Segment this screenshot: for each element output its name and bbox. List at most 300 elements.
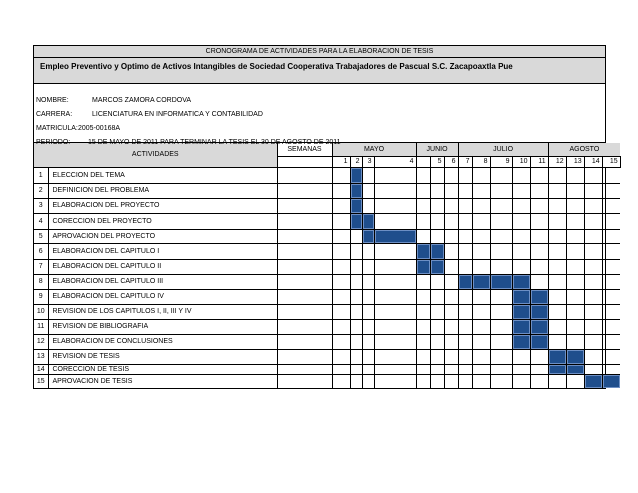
name-value: MARCOS ZAMORA CORDOVA: [92, 97, 192, 104]
schedule-cell: [430, 374, 444, 388]
schedule-bar-cell: [602, 374, 620, 388]
schedule-bar-cell: [458, 274, 472, 289]
schedule-cell: [416, 229, 430, 243]
schedule-cell: [430, 304, 444, 319]
activity-row: [34, 289, 620, 304]
schedule-cell: [444, 167, 458, 183]
schedule-cell: [444, 213, 458, 229]
schedule-cell: [512, 374, 530, 388]
schedule-cell: [416, 364, 430, 374]
schedule-cell: [332, 213, 350, 229]
schedule-bar-cell: [416, 259, 430, 274]
schedule-cell: [602, 364, 620, 374]
schedule-cell: [374, 304, 416, 319]
schedule-cell: [458, 167, 472, 183]
schedule-cell: [416, 374, 430, 388]
schedule-bar-cell: [548, 364, 566, 374]
schedule-cell: [332, 334, 350, 349]
schedule-cell: [602, 259, 620, 274]
schedule-cell: [566, 198, 584, 213]
schedule-cell: [374, 334, 416, 349]
weeks-cell: [277, 289, 332, 304]
schedule-cell: [530, 274, 548, 289]
schedule-bar-cell: [472, 274, 490, 289]
schedule-cell: [350, 274, 362, 289]
schedule-cell: [472, 289, 490, 304]
schedule-cell: [584, 289, 602, 304]
schedule-cell: [430, 334, 444, 349]
week-number: 9: [490, 156, 512, 167]
schedule-bar-cell: [530, 319, 548, 334]
schedule-cell: [566, 319, 584, 334]
schedule-cell: [362, 167, 374, 183]
schedule-cell: [374, 259, 416, 274]
weeks-cell: [277, 334, 332, 349]
schedule-cell: [584, 229, 602, 243]
career-label: CARRERA:: [36, 111, 73, 118]
activity-name: REVISION DE TESIS: [48, 349, 277, 364]
schedule-cell: [350, 259, 362, 274]
activity-number: 8: [34, 274, 48, 289]
schedule-cell: [472, 167, 490, 183]
schedule-bar-cell: [374, 229, 416, 243]
schedule-cell: [490, 364, 512, 374]
schedule-cell: [332, 243, 350, 259]
week-number: 1: [332, 156, 350, 167]
period-label: PERIODO:: [36, 139, 71, 146]
activity-name: ELABORACION DEL CAPITULO II: [48, 259, 277, 274]
schedule-cell: [548, 374, 566, 388]
schedule-cell: [458, 183, 472, 198]
schedule-cell: [530, 364, 548, 374]
schedule-cell: [472, 349, 490, 364]
schedule-cell: [472, 334, 490, 349]
activity-row: [34, 374, 620, 388]
schedule-cell: [584, 243, 602, 259]
schedule-bar-cell: [512, 334, 530, 349]
schedule-cell: [472, 364, 490, 374]
gantt-sheet: [33, 45, 618, 389]
schedule-cell: [374, 364, 416, 374]
schedule-table: [34, 143, 620, 388]
schedule-cell: [530, 374, 548, 388]
schedule-bar-cell: [350, 198, 362, 213]
schedule-cell: [458, 374, 472, 388]
schedule-bar-cell: [362, 213, 374, 229]
schedule-cell: [566, 274, 584, 289]
schedule-cell: [416, 274, 430, 289]
activity-number: 15: [34, 374, 48, 388]
weeks-spacer: [277, 156, 332, 167]
schedule-cell: [416, 167, 430, 183]
schedule-cell: [430, 319, 444, 334]
schedule-cell: [458, 304, 472, 319]
schedule-cell: [362, 364, 374, 374]
week-number: 15: [602, 156, 620, 167]
weeks-cell: [277, 243, 332, 259]
schedule-cell: [602, 198, 620, 213]
schedule-cell: [350, 229, 362, 243]
schedule-cell: [490, 304, 512, 319]
month-header: AGOSTO: [548, 143, 620, 156]
weeks-cell: [277, 349, 332, 364]
activity-number: 13: [34, 349, 48, 364]
schedule-cell: [490, 229, 512, 243]
schedule-bar-cell: [362, 229, 374, 243]
schedule-cell: [548, 183, 566, 198]
weeks-cell: [277, 319, 332, 334]
schedule-cell: [458, 289, 472, 304]
schedule-cell: [530, 349, 548, 364]
schedule-cell: [332, 274, 350, 289]
schedule-cell: [444, 319, 458, 334]
weeks-cell: [277, 374, 332, 388]
schedule-cell: [362, 304, 374, 319]
schedule-cell: [444, 304, 458, 319]
schedule-bar-cell: [350, 167, 362, 183]
schedule-bar-cell: [350, 183, 362, 198]
schedule-cell: [362, 183, 374, 198]
schedule-cell: [530, 183, 548, 198]
schedule-cell: [490, 334, 512, 349]
schedule-cell: [430, 167, 444, 183]
schedule-cell: [472, 213, 490, 229]
schedule-cell: [332, 374, 350, 388]
week-number: 14: [584, 156, 602, 167]
weeks-cell: [277, 304, 332, 319]
schedule-cell: [458, 213, 472, 229]
week-number: 12: [548, 156, 566, 167]
activity-name: ELABORACION DEL CAPITULO I: [48, 243, 277, 259]
schedule-cell: [374, 213, 416, 229]
schedule-bar-cell: [512, 274, 530, 289]
schedule-cell: [490, 213, 512, 229]
month-header: JULIO: [458, 143, 548, 156]
schedule-cell: [548, 304, 566, 319]
month-header: MAYO: [332, 143, 416, 156]
schedule-cell: [602, 243, 620, 259]
weeks-cell: [277, 364, 332, 374]
info-name: [34, 94, 605, 108]
week-number: 8: [472, 156, 490, 167]
activity-row: [34, 198, 620, 213]
schedule-cell: [416, 213, 430, 229]
thesis-subtitle: Empleo Preventivo y Optimo de Activos Intangibles de Sociedad Cooperativa Trabajadores de Pascual S.C. Zacapoaxtla Pue: [34, 58, 605, 84]
week-number: 3: [362, 156, 374, 167]
activity-row: [34, 364, 620, 374]
schedule-cell: [430, 183, 444, 198]
schedule-cell: [374, 319, 416, 334]
activity-number: 5: [34, 229, 48, 243]
schedule-bar-cell: [430, 259, 444, 274]
schedule-cell: [512, 183, 530, 198]
schedule-bar-cell: [530, 304, 548, 319]
schedule-cell: [490, 243, 512, 259]
schedule-cell: [566, 243, 584, 259]
schedule-cell: [602, 213, 620, 229]
schedule-cell: [362, 334, 374, 349]
schedule-cell: [350, 349, 362, 364]
activity-number: 4: [34, 213, 48, 229]
activity-row: [34, 229, 620, 243]
activity-number: 3: [34, 198, 48, 213]
weeks-header: SEMANAS: [277, 143, 332, 156]
schedule-cell: [490, 349, 512, 364]
schedule-cell: [374, 289, 416, 304]
schedule-title: CRONOGRAMA DE ACTIVIDADES PARA LA ELABORACION DE TESIS: [34, 46, 605, 58]
schedule-cell: [362, 374, 374, 388]
schedule-cell: [374, 167, 416, 183]
schedule-cell: [548, 198, 566, 213]
schedule-cell: [458, 243, 472, 259]
schedule-bar-cell: [490, 274, 512, 289]
schedule-cell: [444, 259, 458, 274]
schedule-cell: [548, 167, 566, 183]
schedule-cell: [444, 243, 458, 259]
activity-name: DEFINICION DEL PROBLEMA: [48, 183, 277, 198]
schedule-cell: [472, 259, 490, 274]
schedule-cell: [350, 364, 362, 374]
activity-row: [34, 274, 620, 289]
schedule-bar-cell: [566, 349, 584, 364]
activity-number: 12: [34, 334, 48, 349]
schedule-cell: [512, 167, 530, 183]
schedule-cell: [566, 374, 584, 388]
schedule-cell: [472, 319, 490, 334]
schedule-cell: [548, 243, 566, 259]
schedule-cell: [332, 289, 350, 304]
schedule-cell: [530, 259, 548, 274]
schedule-cell: [416, 319, 430, 334]
schedule-cell: [584, 364, 602, 374]
schedule-cell: [444, 289, 458, 304]
activity-name: ELABORACION DE CONCLUSIONES: [48, 334, 277, 349]
schedule-cell: [416, 198, 430, 213]
name-label: NOMBRE:: [36, 97, 69, 104]
schedule-cell: [430, 229, 444, 243]
activity-row: [34, 243, 620, 259]
activity-row: [34, 183, 620, 198]
week-number: 4: [374, 156, 416, 167]
weeks-cell: [277, 213, 332, 229]
schedule-cell: [566, 183, 584, 198]
weeks-cell: [277, 198, 332, 213]
schedule-cell: [416, 304, 430, 319]
schedule-cell: [566, 289, 584, 304]
activity-name: APROVACION DEL PROYECTO: [48, 229, 277, 243]
schedule-bar-cell: [350, 213, 362, 229]
schedule-cell: [362, 319, 374, 334]
schedule-cell: [548, 334, 566, 349]
activity-row: [34, 349, 620, 364]
activity-name: REVISION DE LOS CAPITULOS I, II, III Y IV: [48, 304, 277, 319]
activity-row: [34, 259, 620, 274]
schedule-cell: [444, 229, 458, 243]
schedule-cell: [602, 334, 620, 349]
activity-row: [34, 213, 620, 229]
schedule-cell: [530, 167, 548, 183]
activity-number: 7: [34, 259, 48, 274]
activity-number: 9: [34, 289, 48, 304]
weeks-cell: [277, 274, 332, 289]
schedule-cell: [530, 213, 548, 229]
activity-row: [34, 167, 620, 183]
schedule-cell: [472, 304, 490, 319]
schedule-bar-cell: [584, 374, 602, 388]
schedule-cell: [458, 229, 472, 243]
schedule-cell: [458, 349, 472, 364]
schedule-cell: [374, 183, 416, 198]
schedule-cell: [362, 274, 374, 289]
schedule-cell: [458, 259, 472, 274]
schedule-cell: [584, 304, 602, 319]
schedule-cell: [584, 167, 602, 183]
schedule-cell: [584, 274, 602, 289]
schedule-cell: [602, 183, 620, 198]
activity-number: 11: [34, 319, 48, 334]
schedule-cell: [472, 229, 490, 243]
week-number: 5: [430, 156, 444, 167]
schedule-cell: [566, 167, 584, 183]
schedule-bar-cell: [430, 243, 444, 259]
schedule-cell: [332, 319, 350, 334]
enrollment-value: 2005-00168A: [78, 125, 121, 132]
schedule-cell: [332, 198, 350, 213]
schedule-cell: [458, 334, 472, 349]
schedule-cell: [350, 319, 362, 334]
schedule-cell: [584, 319, 602, 334]
schedule-cell: [490, 319, 512, 334]
schedule-cell: [490, 259, 512, 274]
schedule-cell: [362, 289, 374, 304]
schedule-bar-cell: [566, 364, 584, 374]
schedule-cell: [548, 274, 566, 289]
schedule-cell: [374, 349, 416, 364]
schedule-bar-cell: [512, 289, 530, 304]
week-number: 2: [350, 156, 362, 167]
schedule-cell: [430, 198, 444, 213]
schedule-cell: [430, 364, 444, 374]
week-number: 13: [566, 156, 584, 167]
weeks-cell: [277, 259, 332, 274]
schedule-cell: [602, 229, 620, 243]
schedule-cell: [430, 213, 444, 229]
schedule-cell: [350, 289, 362, 304]
schedule-cell: [362, 349, 374, 364]
schedule-cell: [602, 304, 620, 319]
schedule-bar-cell: [416, 243, 430, 259]
schedule-cell: [566, 334, 584, 349]
activity-number: 1: [34, 167, 48, 183]
schedule-cell: [472, 183, 490, 198]
schedule-cell: [548, 289, 566, 304]
schedule-cell: [416, 349, 430, 364]
week-number: 11: [530, 156, 548, 167]
schedule-cell: [374, 198, 416, 213]
enrollment-label: MATRICULA:: [36, 125, 78, 132]
schedule-cell: [602, 349, 620, 364]
schedule-cell: [602, 289, 620, 304]
schedule-cell: [472, 243, 490, 259]
schedule-cell: [416, 289, 430, 304]
info-enrollment: [34, 122, 605, 136]
schedule-cell: [490, 183, 512, 198]
week-number: 7: [458, 156, 472, 167]
schedule-cell: [362, 259, 374, 274]
schedule-cell: [512, 198, 530, 213]
activity-name: ELABORACION DEL CAPITULO III: [48, 274, 277, 289]
schedule-cell: [444, 334, 458, 349]
schedule-cell: [430, 274, 444, 289]
schedule-bar-cell: [512, 319, 530, 334]
schedule-cell: [548, 213, 566, 229]
weeks-cell: [277, 167, 332, 183]
schedule-cell: [444, 198, 458, 213]
schedule-cell: [416, 183, 430, 198]
schedule-cell: [374, 274, 416, 289]
schedule-cell: [374, 243, 416, 259]
schedule-cell: [332, 304, 350, 319]
schedule-bar-cell: [530, 334, 548, 349]
schedule-cell: [548, 319, 566, 334]
activities-header: ACTIVIDADES: [34, 143, 277, 167]
schedule-cell: [458, 198, 472, 213]
schedule-cell: [472, 198, 490, 213]
schedule-cell: [512, 349, 530, 364]
schedule-cell: [490, 289, 512, 304]
schedule-cell: [548, 259, 566, 274]
schedule-cell: [584, 213, 602, 229]
schedule-cell: [472, 374, 490, 388]
schedule-cell: [490, 167, 512, 183]
schedule-cell: [566, 229, 584, 243]
schedule-cell: [584, 198, 602, 213]
schedule-cell: [602, 167, 620, 183]
schedule-cell: [584, 349, 602, 364]
activity-row: [34, 304, 620, 319]
schedule-cell: [512, 229, 530, 243]
schedule-cell: [566, 304, 584, 319]
schedule-cell: [584, 334, 602, 349]
activity-name: APROVACION DE TESIS: [48, 374, 277, 388]
schedule-cell: [584, 259, 602, 274]
week-number: 6: [444, 156, 458, 167]
schedule-cell: [530, 198, 548, 213]
activity-name: CORECCION DEL PROYECTO: [48, 213, 277, 229]
activity-number: 14: [34, 364, 48, 374]
student-info: [34, 84, 605, 146]
schedule-bar-cell: [530, 289, 548, 304]
schedule-cell: [530, 229, 548, 243]
schedule-cell: [566, 213, 584, 229]
schedule-cell: [444, 349, 458, 364]
career-value: LICENCIATURA EN INFORMATICA Y CONTABILIDAD: [92, 111, 263, 118]
schedule-cell: [332, 259, 350, 274]
schedule-cell: [332, 183, 350, 198]
schedule-cell: [530, 243, 548, 259]
schedule-cell: [332, 167, 350, 183]
schedule-cell: [490, 198, 512, 213]
activity-name: REVISION DE BIBLIOGRAFIA: [48, 319, 277, 334]
schedule-cell: [430, 349, 444, 364]
activity-name: ELECCION DEL TEMA: [48, 167, 277, 183]
schedule-cell: [444, 364, 458, 374]
schedule-cell: [602, 274, 620, 289]
schedule-cell: [512, 259, 530, 274]
schedule-cell: [350, 374, 362, 388]
schedule-cell: [332, 349, 350, 364]
schedule-cell: [444, 183, 458, 198]
